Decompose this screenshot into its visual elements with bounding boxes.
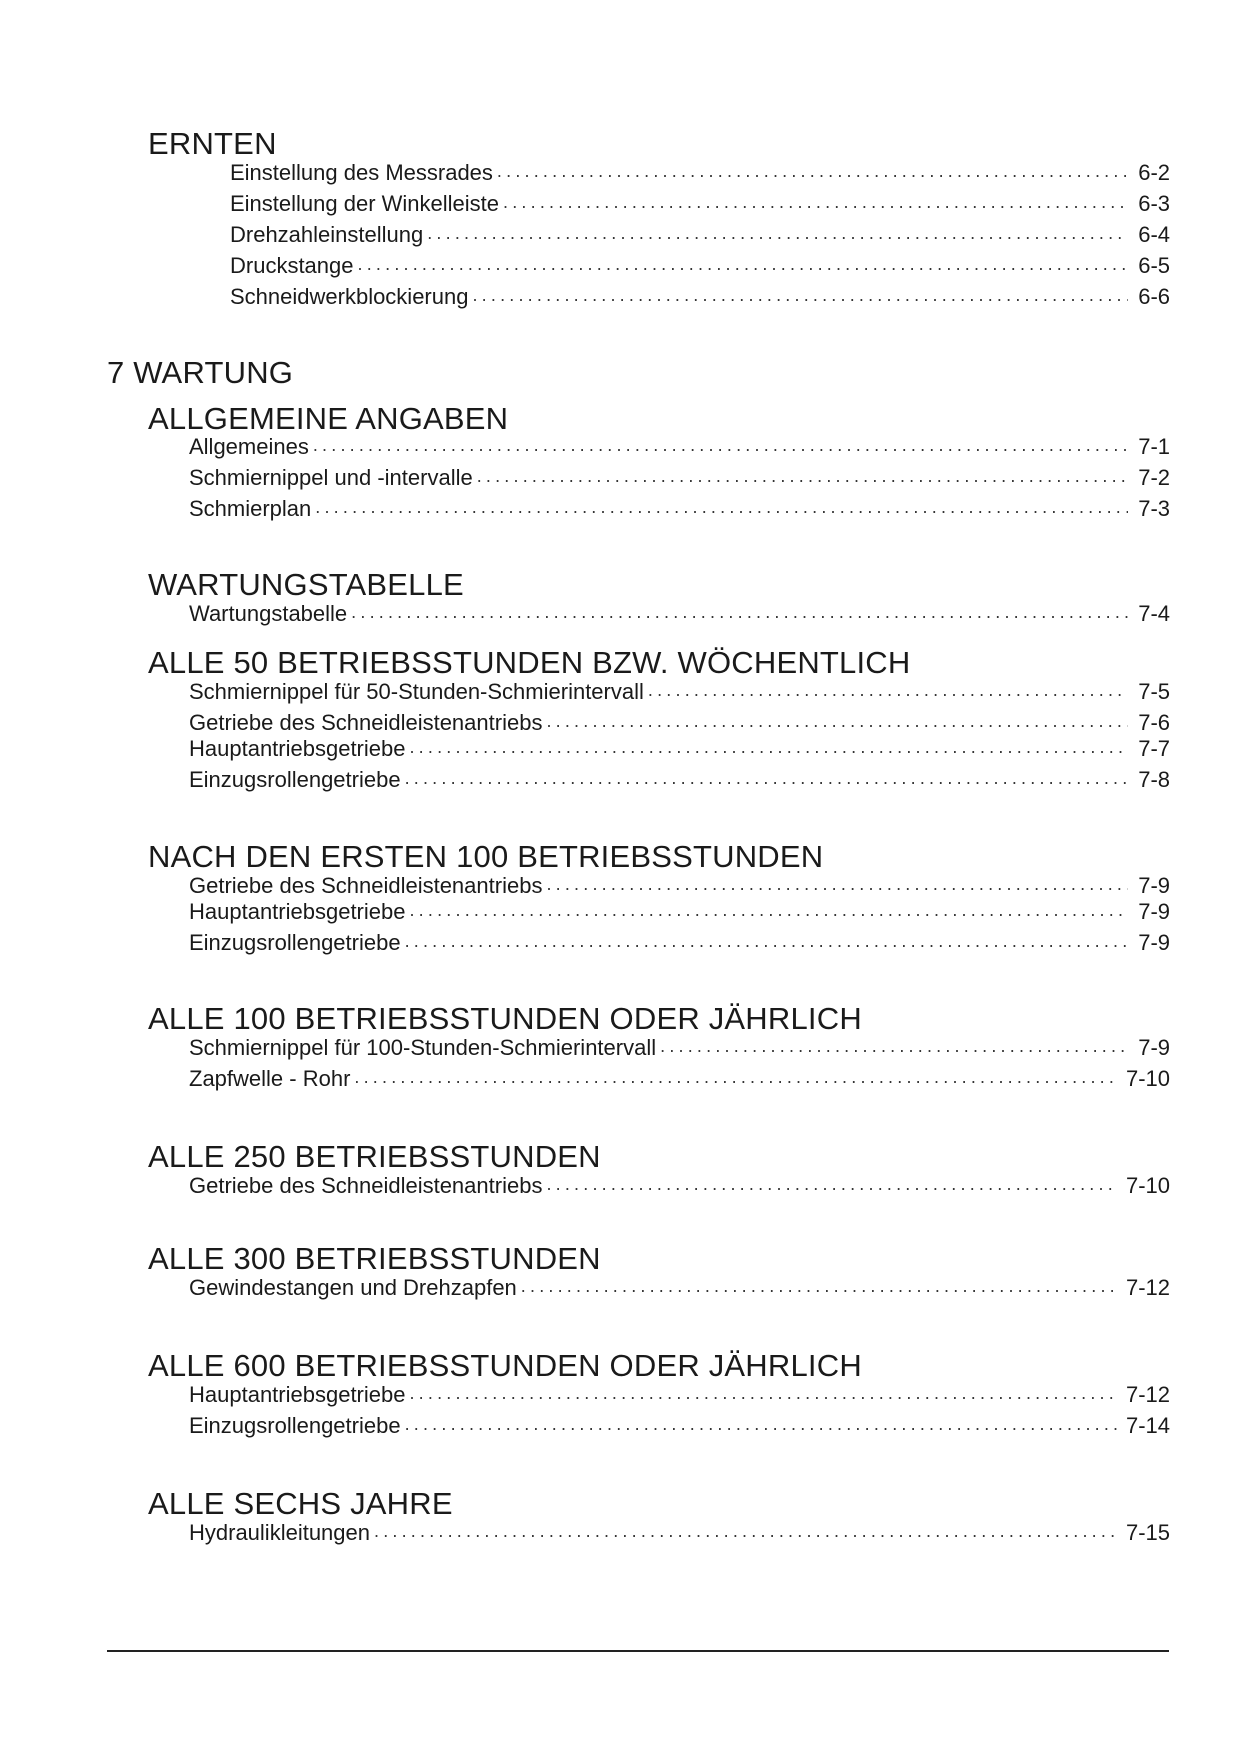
toc-entry-page: 7-4 xyxy=(1138,601,1170,626)
section-heading: ALLE 600 BETRIEBSSTUNDEN ODER JÄHRLICH xyxy=(148,1348,862,1383)
toc-entry-page: 7-9 xyxy=(1138,873,1170,898)
section-heading: ALLE 50 BETRIEBSSTUNDEN BZW. WÖCHENTLICH xyxy=(148,645,911,680)
toc-entry-title: Getriebe des Schneidleistenantriebs xyxy=(189,873,543,898)
toc-entry[interactable] xyxy=(189,871,1170,899)
toc-entry-title: Hauptantriebsgetriebe xyxy=(189,899,406,924)
dot-leader xyxy=(546,1174,1118,1194)
footer-rule xyxy=(107,1650,1169,1652)
toc-entry-title: Drehzahleinstellung xyxy=(230,222,424,247)
toc-entry-page: 6-5 xyxy=(1138,253,1170,278)
dot-leader xyxy=(374,1521,1118,1541)
dot-leader xyxy=(648,680,1128,700)
toc-entry[interactable] xyxy=(189,1171,1170,1199)
dot-leader xyxy=(521,1276,1118,1296)
dot-leader xyxy=(351,602,1128,622)
dot-leader xyxy=(313,435,1128,455)
toc-entry-page: 7-8 xyxy=(1138,767,1170,792)
dot-leader xyxy=(503,192,1128,212)
toc-entry[interactable] xyxy=(189,677,1170,705)
toc-entry-page: 6-4 xyxy=(1138,222,1170,247)
toc-entry-title: Einzugsrollengetriebe xyxy=(189,1413,401,1438)
dot-leader xyxy=(409,1383,1117,1403)
toc-entry-page: 6-6 xyxy=(1138,284,1170,309)
toc-entry[interactable] xyxy=(189,463,1170,491)
toc-entry-title: Einstellung des Messrades xyxy=(230,160,493,185)
toc-entry-page: 7-15 xyxy=(1125,1520,1170,1545)
toc-entry[interactable] xyxy=(230,282,1170,310)
toc-entry-page: 7-12 xyxy=(1125,1275,1170,1300)
section-heading: NACH DEN ERSTEN 100 BETRIEBSSTUNDEN xyxy=(148,839,824,874)
toc-entry[interactable] xyxy=(230,189,1170,217)
toc-entry[interactable] xyxy=(230,158,1170,186)
toc-entry-title: Einzugsrollengetriebe xyxy=(189,767,401,792)
toc-entry-page: 7-7 xyxy=(1138,736,1170,761)
toc-entry-title: Getriebe des Schneidleistenantriebs xyxy=(189,710,543,735)
toc-entry[interactable] xyxy=(189,1033,1170,1061)
toc-entry[interactable] xyxy=(189,1273,1170,1301)
toc-entry[interactable] xyxy=(189,1380,1170,1408)
dot-leader xyxy=(354,1067,1118,1087)
toc-entry-title: Gewindestangen und Drehzapfen xyxy=(189,1275,517,1300)
toc-entry[interactable] xyxy=(189,494,1170,522)
toc-entry[interactable] xyxy=(230,220,1170,248)
toc-entry-title: Getriebe des Schneidleistenantriebs xyxy=(189,1173,543,1198)
dot-leader xyxy=(477,466,1128,486)
section-heading: WARTUNGSTABELLE xyxy=(148,567,464,602)
toc-entry-page: 7-10 xyxy=(1125,1066,1170,1091)
toc-entry-title: Schmiernippel und -intervalle xyxy=(189,465,473,490)
dot-leader xyxy=(315,497,1128,517)
toc-entry-page: 7-3 xyxy=(1138,496,1170,521)
toc-entry-title: Hauptantriebsgetriebe xyxy=(189,736,406,761)
section-heading: ALLE 250 BETRIEBSSTUNDEN xyxy=(148,1139,601,1174)
dot-leader xyxy=(358,254,1128,274)
section-heading: ALLE 100 BETRIEBSSTUNDEN ODER JÄHRLICH xyxy=(148,1001,862,1036)
dot-leader xyxy=(409,900,1128,920)
section-heading: ALLE SECHS JAHRE xyxy=(148,1486,453,1521)
dot-leader xyxy=(427,223,1128,243)
dot-leader xyxy=(405,768,1128,788)
section-heading: ALLGEMEINE ANGABEN xyxy=(148,401,509,436)
toc-entry-page: 7-2 xyxy=(1138,465,1170,490)
toc-entry-title: Hauptantriebsgetriebe xyxy=(189,1382,406,1407)
toc-entry[interactable] xyxy=(189,1518,1170,1546)
toc-entry-page: 7-9 xyxy=(1138,1035,1170,1060)
toc-entry[interactable] xyxy=(189,928,1170,956)
toc-entry-title: Wartungstabelle xyxy=(189,601,348,626)
toc-entry-page: 7-14 xyxy=(1125,1413,1170,1438)
toc-entry-page: 7-12 xyxy=(1125,1382,1170,1407)
dot-leader xyxy=(497,161,1128,181)
toc-entry[interactable] xyxy=(189,708,1170,736)
toc-entry[interactable] xyxy=(189,765,1170,793)
toc-entry-title: Allgemeines xyxy=(189,434,309,459)
section-heading: ALLE 300 BETRIEBSSTUNDEN xyxy=(148,1241,601,1276)
toc-entry-title: Zapfwelle - Rohr xyxy=(189,1066,351,1091)
toc-entry-page: 7-9 xyxy=(1138,930,1170,955)
toc-entry-page: 7-6 xyxy=(1138,710,1170,735)
toc-entry[interactable] xyxy=(189,897,1170,925)
toc-entry-page: 7-10 xyxy=(1125,1173,1170,1198)
toc-entry-page: 7-9 xyxy=(1138,899,1170,924)
toc-entry[interactable] xyxy=(189,599,1170,627)
toc-entry-title: Schmiernippel für 50-Stunden-Schmierintervall xyxy=(189,679,644,704)
toc-entry[interactable] xyxy=(189,432,1170,460)
toc-entry[interactable] xyxy=(189,1064,1170,1092)
toc-entry-title: Hydraulikleitungen xyxy=(189,1520,370,1545)
toc-entry[interactable] xyxy=(189,1411,1170,1439)
toc-entry-title: Druckstange xyxy=(230,253,354,278)
dot-leader xyxy=(409,737,1128,757)
toc-entry-page: 7-5 xyxy=(1138,679,1170,704)
toc-entry-page: 6-3 xyxy=(1138,191,1170,216)
toc-entry-title: Schneidwerkblockierung xyxy=(230,284,469,309)
toc-entry-title: Schmierplan xyxy=(189,496,312,521)
dot-leader xyxy=(472,285,1128,305)
dot-leader xyxy=(660,1036,1128,1056)
toc-entry-title: Schmiernippel für 100-Stunden-Schmierintervall xyxy=(189,1035,657,1060)
dot-leader xyxy=(405,1414,1118,1434)
section-heading: ERNTEN xyxy=(148,126,277,161)
toc-entry-title: Einzugsrollengetriebe xyxy=(189,930,401,955)
chapter-heading: 7 WARTUNG xyxy=(107,355,294,390)
dot-leader xyxy=(405,931,1128,951)
toc-entry-title: Einstellung der Winkelleiste xyxy=(230,191,500,216)
dot-leader xyxy=(546,874,1128,894)
toc-entry-page: 6-2 xyxy=(1138,160,1170,185)
toc-entry[interactable] xyxy=(230,251,1170,279)
dot-leader xyxy=(546,711,1128,731)
toc-entry[interactable] xyxy=(189,734,1170,762)
toc-entry-page: 7-1 xyxy=(1138,434,1170,459)
